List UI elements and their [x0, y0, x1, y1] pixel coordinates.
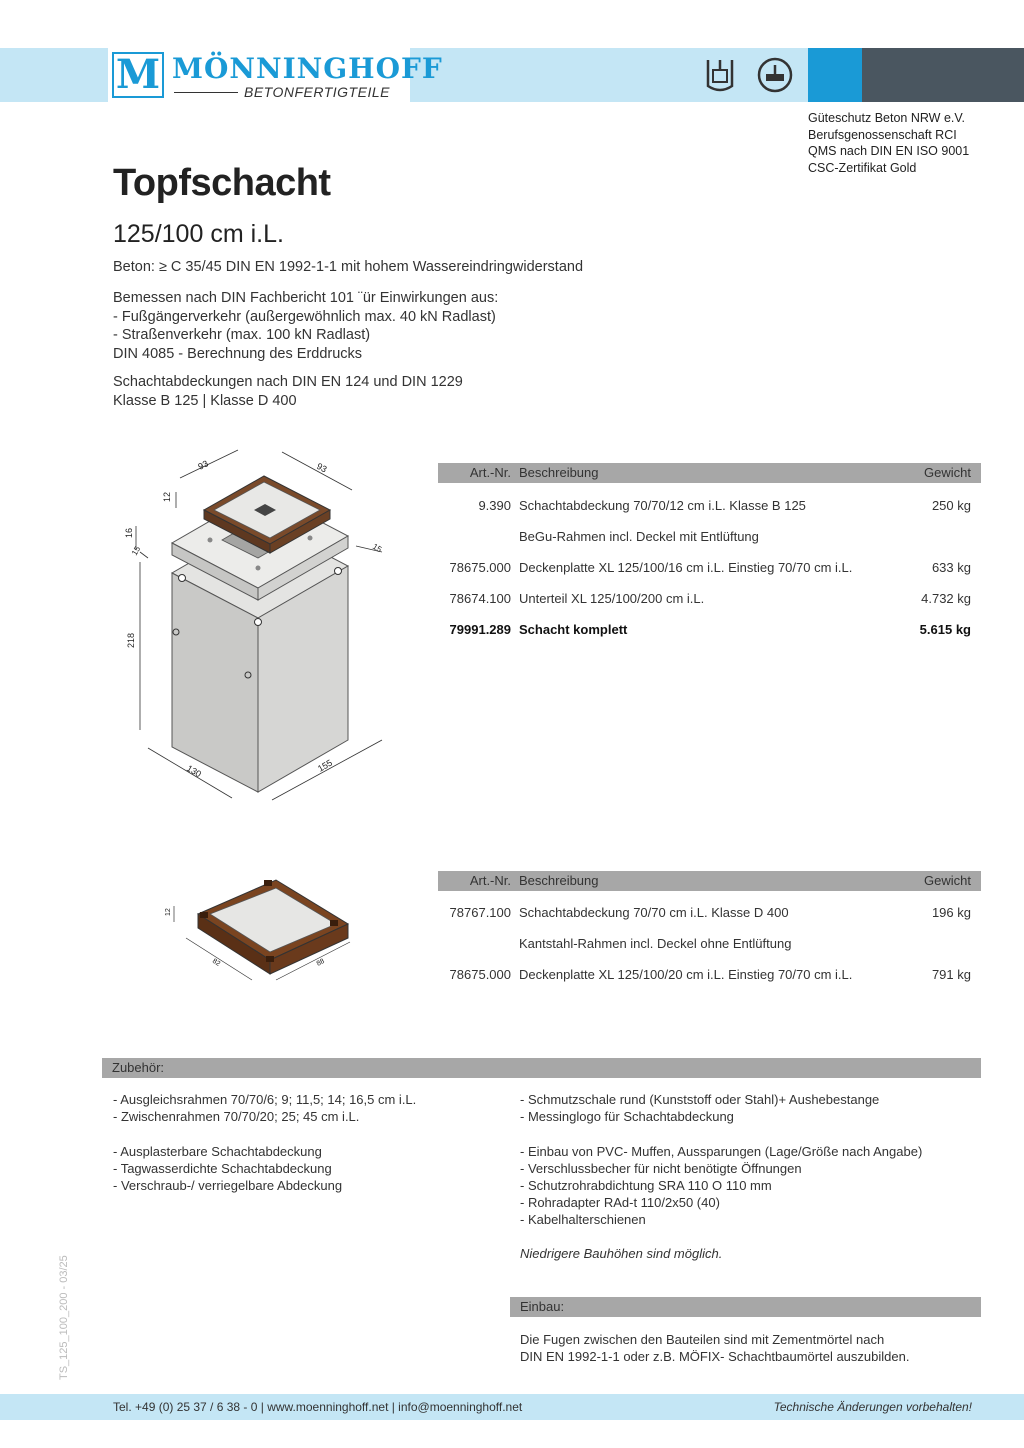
list-item: - Tagwasserdichte Schachtabdeckung — [113, 1160, 332, 1176]
list-item: - Zwischenrahmen 70/70/20; 25; 45 cm i.L. — [113, 1109, 360, 1125]
table-row — [438, 967, 981, 987]
dim-label: 82 — [210, 957, 222, 968]
list-spacer — [113, 1125, 416, 1142]
table-row — [438, 936, 981, 956]
plate-anchor — [256, 566, 261, 571]
cell-weight: 5.615 kg — [919, 622, 971, 637]
list-item: - Schmutzschale rund (Kunststoff oder Stahl)+ Aushebestange — [520, 1092, 880, 1107]
accessories-title: Zubehör: — [112, 1060, 165, 1075]
frame-corner — [266, 956, 274, 962]
list-item: - Ausgleichsrahmen 70/70/6; 9; 11,5; 14; 16,5 cm i.L. — [113, 1092, 417, 1107]
cell-weight: 791 kg — [931, 967, 971, 982]
quality-seal-icon — [705, 56, 735, 94]
table-row — [438, 529, 981, 549]
cover-drawing — [160, 876, 360, 986]
header-accent-blue — [808, 48, 862, 102]
accessories-header — [102, 1058, 981, 1078]
cell-desc: Kantstahl-Rahmen incl. Deckel ohne Entlüftung — [519, 936, 792, 951]
list-item: - Kabelhalterschienen — [520, 1212, 646, 1228]
lifting-anchor — [255, 619, 262, 626]
cell-weight: 196 kg — [931, 905, 971, 920]
list-item: - Rohradapter RAd-t 110/2x50 (40) — [520, 1195, 720, 1211]
company-tagline: BETONFERTIGTEILE — [244, 84, 390, 100]
certification-item: Berufsgenossenschaft RCI — [808, 127, 957, 142]
installation-line: DIN EN 1992-1-1 oder z.B. MÖFIX- Schachtbaumörtel auszubilden. — [520, 1349, 910, 1365]
table2-header — [438, 871, 981, 891]
col-header-desc: Beschreibung — [519, 873, 599, 888]
shaft-drawing — [110, 440, 410, 810]
list-item: - Einbau von PVC- Muffen, Aussparungen (Lage/Größe nach Angabe) — [520, 1143, 923, 1159]
design-spec — [113, 289, 498, 363]
design-line: - Straßenverkehr (max. 100 kN Radlast) — [113, 327, 371, 344]
cover-line: Schachtabdeckungen nach DIN EN 124 und DIN 1229 — [113, 374, 463, 390]
cell-desc: Schachtabdeckung 70/70 cm i.L. Klasse D 400 — [519, 905, 789, 920]
col-header-weight: Gewicht — [924, 873, 971, 888]
list-item: - Verschraub-/ verriegelbare Abdeckung — [113, 1178, 343, 1193]
col-header-desc: Beschreibung — [519, 465, 599, 480]
cell-nr: 78675.000 — [449, 560, 511, 575]
cover-spec — [113, 373, 463, 410]
cell-weight: 250 kg — [931, 498, 971, 513]
dim-label: 16 — [124, 527, 134, 538]
table-row — [438, 560, 981, 580]
design-line: - Fußgängerverkehr (außergewöhnlich max. 40 kN Radlast) — [113, 308, 496, 325]
cell-nr: 78767.100 — [449, 905, 511, 920]
frame-corner — [264, 880, 272, 886]
product-size: 125/100 cm i.L. — [113, 220, 284, 248]
height-note: Niedrigere Bauhöhen sind möglich. — [520, 1246, 723, 1261]
cell-desc: Unterteil XL 125/100/200 cm i.L. — [519, 591, 705, 606]
disclaimer: Technische Änderungen vorbehalten! — [773, 1400, 972, 1414]
dim-label: 88 — [315, 957, 326, 968]
certifications-list — [808, 110, 969, 176]
installation-text — [520, 1331, 909, 1365]
dim-label: 155 — [316, 757, 335, 774]
table-row — [438, 905, 981, 925]
cell-desc: Deckenplatte XL 125/100/16 cm i.L. Einstieg 70/70 cm i.L. — [519, 560, 853, 575]
cell-weight: 633 kg — [931, 560, 971, 575]
footer — [0, 1394, 1024, 1420]
cell-weight: 4.732 kg — [921, 591, 971, 606]
dim-label: 93 — [315, 460, 329, 475]
certification-item: QMS nach DIN EN ISO 9001 — [808, 144, 970, 159]
plate-anchor — [208, 538, 213, 543]
dim-label: 218 — [126, 632, 136, 648]
list-spacer — [520, 1125, 922, 1142]
contact-info: Tel. +49 (0) 25 37 / 6 38 - 0 | www.moenninghoff.net | info@moenninghoff.net — [113, 1400, 523, 1414]
list-item: - Ausplasterbare Schachtabdeckung — [113, 1143, 322, 1159]
list-item: - Messinglogo für Schachtabdeckung — [520, 1109, 734, 1125]
installation-line: Die Fugen zwischen den Bauteilen sind mit Zementmörtel nach — [520, 1332, 885, 1347]
logo-mark-icon — [112, 52, 164, 98]
col-header-nr: Art.-Nr. — [469, 465, 511, 480]
company-name: MÖNNINGHOFF — [172, 52, 443, 85]
header-accent-dark — [862, 48, 1024, 102]
design-line: DIN 4085 - Berechnung des Erddrucks — [113, 345, 363, 362]
certification-item: Güteschutz Beton NRW e.V. — [808, 111, 966, 125]
table-row — [438, 591, 981, 611]
logo-mark-letter: M — [115, 51, 161, 98]
cover-line: Klasse B 125 | Klasse D 400 — [113, 392, 297, 409]
table1-header — [438, 463, 981, 483]
frame-corner — [330, 920, 338, 926]
safety-certificate-icon — [755, 56, 795, 94]
page-title: Topfschacht — [113, 162, 331, 204]
cell-desc: Deckenplatte XL 125/100/20 cm i.L. Einstieg 70/70 cm i.L. — [519, 967, 853, 982]
cell-desc: Schacht komplett — [519, 622, 628, 637]
dim-label: 15 — [129, 544, 143, 557]
list-item: - Schutzrohrabdichtung SRA 110 O 110 mm — [520, 1178, 772, 1193]
table-total-row — [438, 622, 981, 642]
dim-label: 12 — [162, 491, 172, 502]
installation-header — [510, 1297, 981, 1317]
accessories-list-left — [113, 1091, 416, 1194]
lifting-anchor — [335, 568, 342, 575]
design-line: Bemessen nach DIN Fachbericht 101 ¨ür Einwirkungen aus: — [113, 290, 499, 306]
col-header-weight: Gewicht — [924, 465, 971, 480]
table-row — [438, 498, 981, 518]
lifting-anchor — [179, 575, 186, 582]
cell-nr: 79991.289 — [449, 622, 511, 637]
dim-label: 130 — [185, 763, 204, 780]
dim-label: 15 — [371, 541, 384, 555]
cell-desc: Schachtabdeckung 70/70/12 cm i.L. Klasse B 125 — [519, 498, 806, 513]
cell-nr: 78674.100 — [449, 591, 511, 606]
frame-corner — [200, 912, 208, 918]
concrete-spec: Beton: ≥ C 35/45 DIN EN 1992-1-1 mit hohem Wassereindringwiderstand — [113, 259, 584, 275]
document-code: TS_125_100_200 - 03/25 — [58, 1255, 70, 1380]
cell-nr: 9.390 — [478, 498, 511, 513]
dim-label: 93 — [196, 458, 210, 472]
list-item: - Verschlussbecher für nicht benötigte Öffnungen — [520, 1160, 802, 1176]
certification-item: CSC-Zertifikat Gold — [808, 160, 917, 175]
plate-anchor — [308, 536, 313, 541]
logo-divider — [174, 92, 238, 93]
cell-desc: BeGu-Rahmen incl. Deckel mit Entlüftung — [519, 529, 759, 544]
accessories-list-right — [520, 1091, 922, 1229]
installation-title: Einbau: — [520, 1299, 565, 1314]
col-header-nr: Art.-Nr. — [469, 873, 511, 888]
dim-label: 12 — [165, 908, 172, 916]
cell-nr: 78675.000 — [449, 967, 511, 982]
